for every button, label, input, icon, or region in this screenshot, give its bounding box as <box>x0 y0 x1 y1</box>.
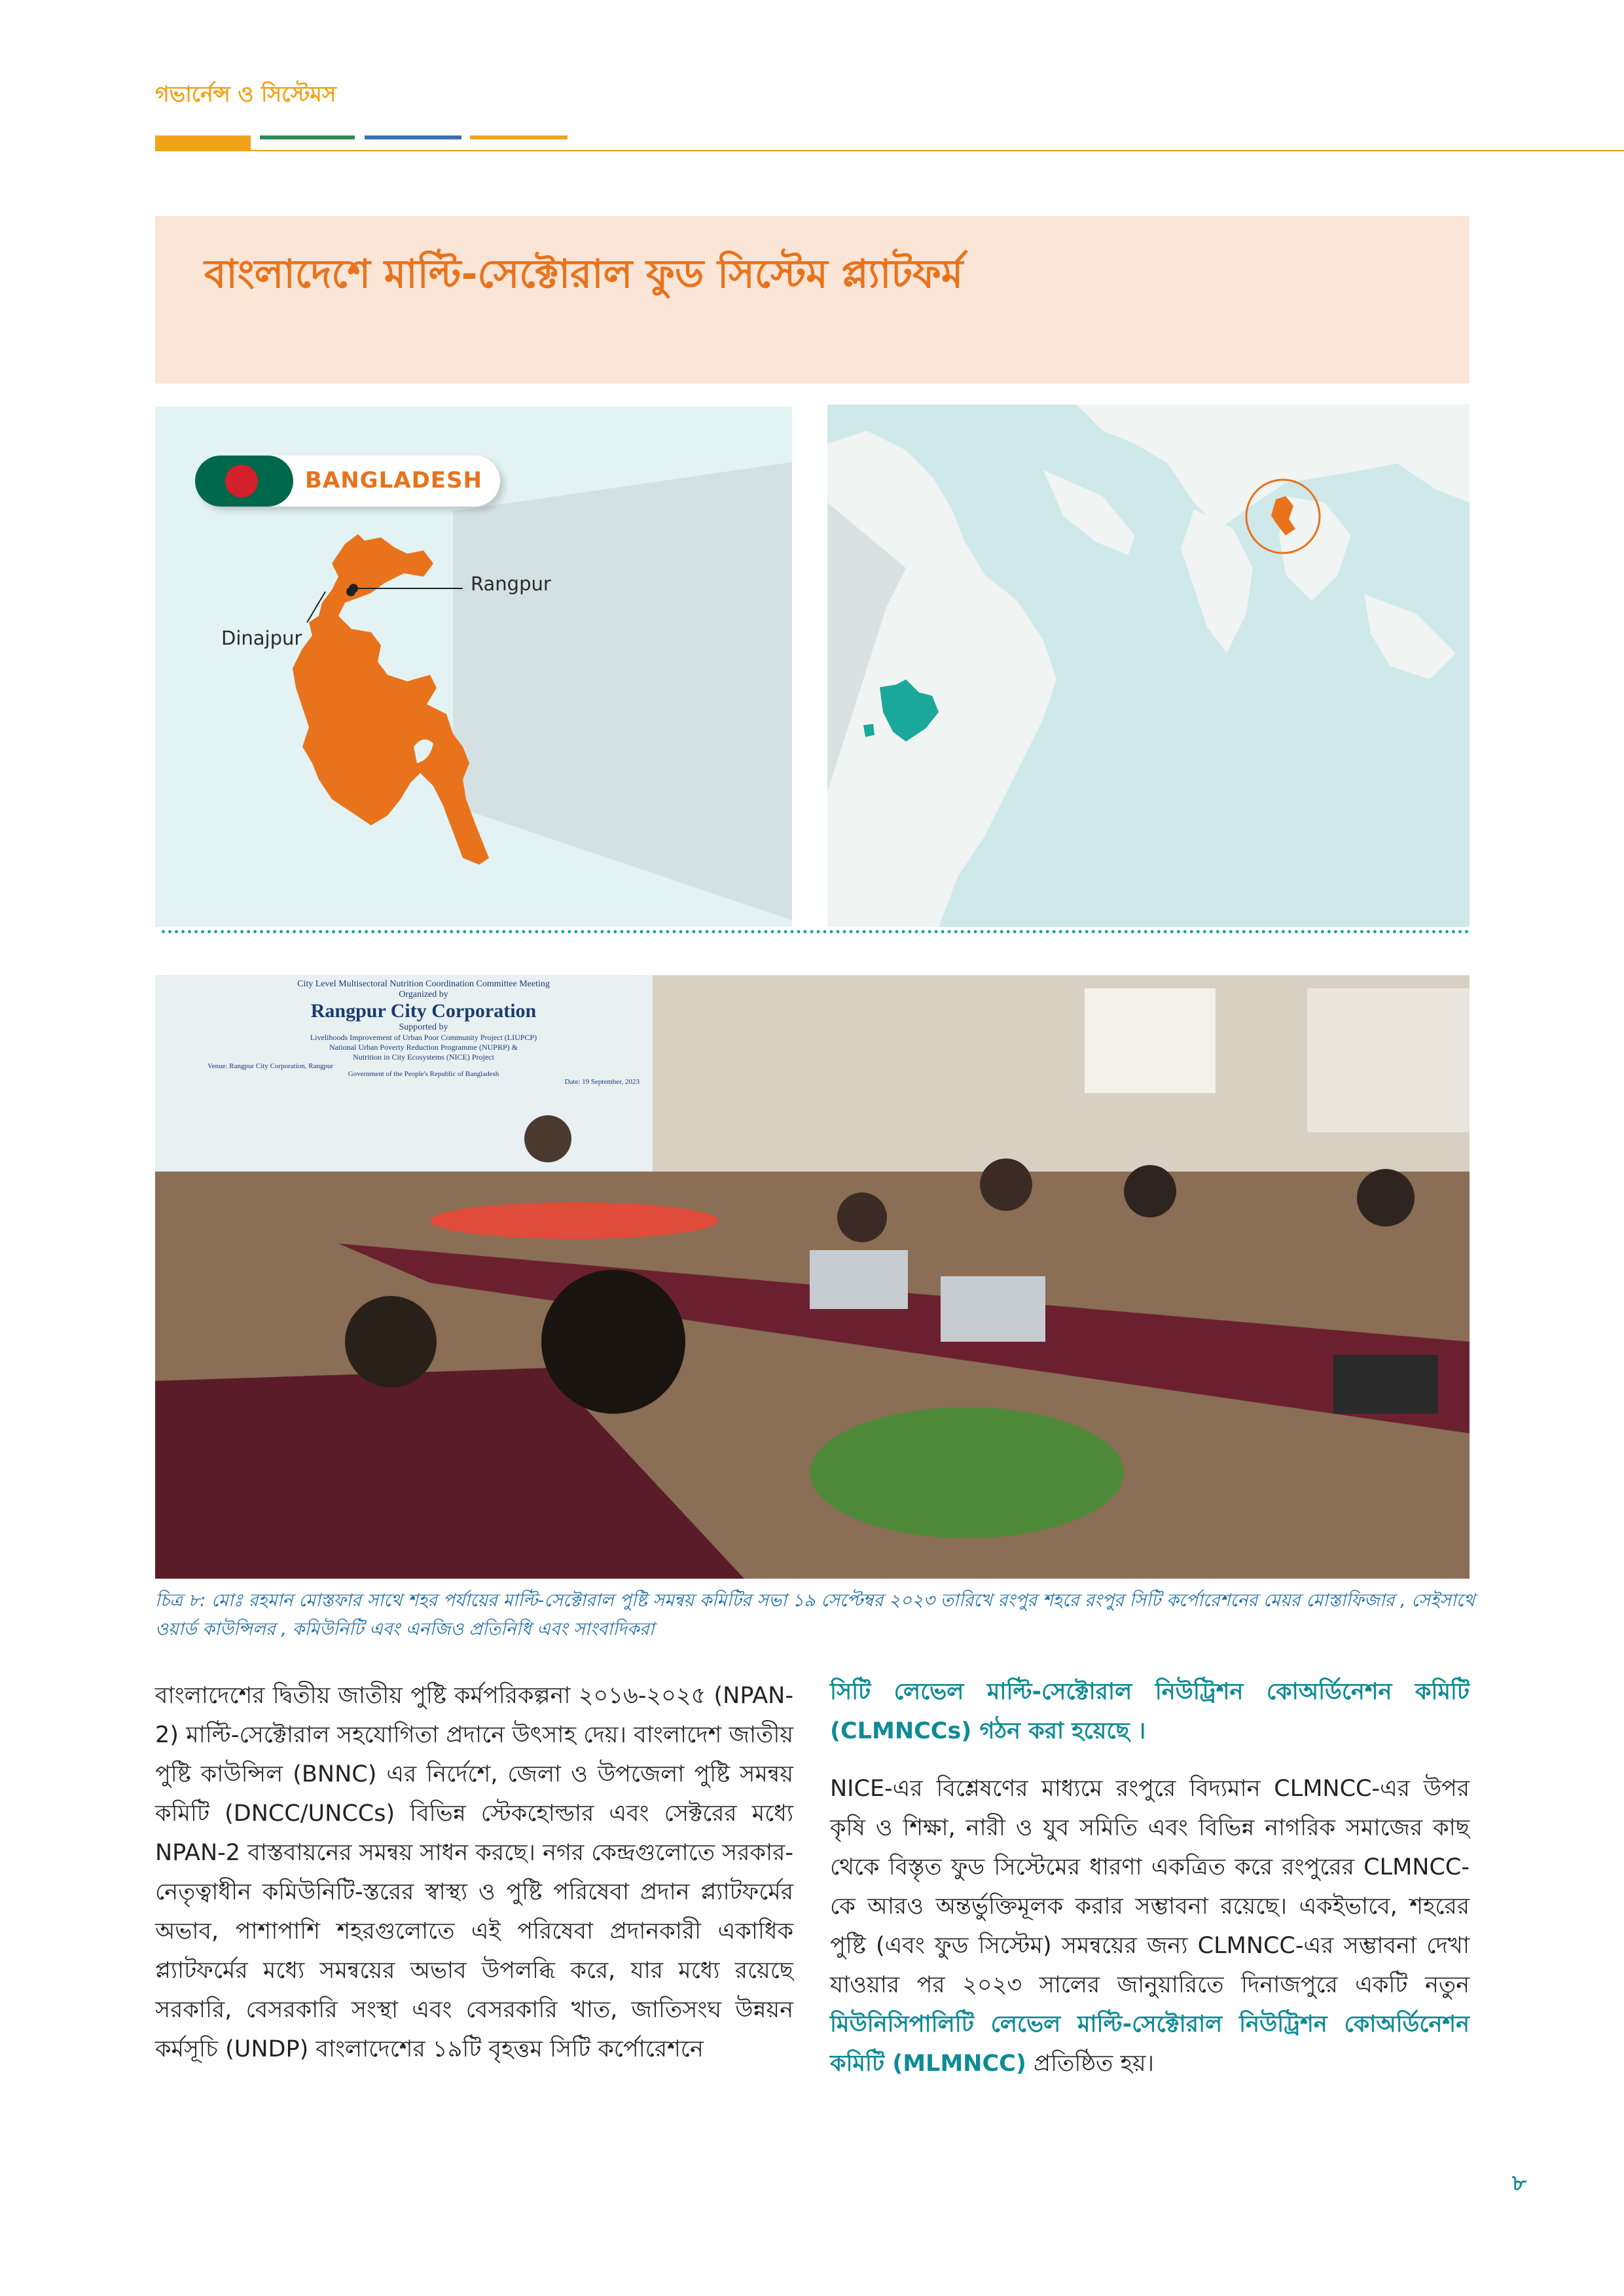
rule-segment-orange <box>155 135 251 150</box>
section-label: গভার্নেন্স ও সিস্টেমস <box>155 81 336 107</box>
rwanda-shape <box>863 724 875 737</box>
country-name: BANGLADESH <box>305 467 482 493</box>
body-paragraph: বাংলাদেশের দ্বিতীয় জাতীয় পুষ্টি কর্মপরিকল্পনা ২০১৬-২০২৫ (NPAN-2) মাল্টি-সেক্টোরাল সহযোগিতা প্রদানে উৎসাহ দেয়। বাংলাদেশ জাতীয় পুষ্টি কাউন্সিল (BNNC) এর নির্দেশে, জেলা ও উপজেলা পুষ্টি সমন্বয় কমিটি (DNCC/UNCCs) বিভিন্ন স্টেকহোল্ডার এবং সেক্টরের মধ্যে NPAN-2 বাস্তবায়নের সমন্বয় সাধন করছে। নগর কেন্দ্রগুলোতে সরকার-নেতৃত্বাধীন কমিউনিটি-স্তরের স্বাস্থ্য ও পুষ্টি পরিষেবা প্রদান প্ল্যাটফর্মের অভাব, পাশাপাশি শহরগুলোতে এই পরিষেবা প্রদানকারী একাধিক প্ল্যাটফর্মের মধ্যে সমন্বয়ের অভাব উপলব্ধি করে, যার মধ্যে রয়েছে সরকারি, বেসরকারি সংস্থা এবং বেসরকারি খাত, জাতিসংঘ উন্নয়ন কর্মসূচি (UNDP) বাংলাদেশের ১৯টি বৃহত্তম সিটি কর্পোরেশনে <box>155 1683 793 2062</box>
page-title: বাংলাদেশে মাল্টি-সেক্টোরাল ফুড সিস্টেম প্ল্যাটফর্ম <box>204 251 964 297</box>
participant-head <box>541 1270 685 1414</box>
participant-head <box>980 1158 1032 1211</box>
world-map <box>827 404 1470 927</box>
flower-arrangement <box>810 1407 1124 1538</box>
country-badge <box>195 456 500 507</box>
map-divider <box>162 930 1470 933</box>
laptop <box>941 1276 1045 1342</box>
banner-line: Date: 19 September, 2023 <box>564 1078 640 1086</box>
banner-text <box>208 979 640 1086</box>
arabia-landmass <box>1043 470 1135 555</box>
laptop <box>1333 1355 1438 1414</box>
highlight-paragraph: সিটি লেভেল মাল্টি-সেক্টোরাল নিউট্রিশন কোঅর্ডিনেশন কমিটি (CLMNCCs) গঠন করা হয়েছে । <box>830 1679 1470 1744</box>
highlight-text: মিউনিসিপালিটি লেভেল মাল্টি-সেক্টোরাল নিউট্রিশন কোঅর্ডিনেশন কমিটি (MLMNCC) <box>830 2011 1470 2077</box>
rule-segment-blue <box>365 135 461 139</box>
banner-line: Livelihoods Improvement of Urban Poor Community Project (LIUPCP) <box>310 1033 537 1042</box>
laptop <box>810 1250 908 1309</box>
banner-line: National Urban Poverty Reduction Programme (NUPRP) & <box>329 1043 518 1052</box>
meeting-photo <box>155 975 1470 1579</box>
body-column-left <box>155 1676 793 2087</box>
rule-segment-yellow <box>470 135 568 139</box>
rule-line <box>155 150 1624 151</box>
islands-landmass <box>1364 594 1456 679</box>
participant-head <box>524 1115 571 1162</box>
city-label-dinajpur: Dinajpur <box>221 627 302 649</box>
banner-line: Supported by <box>399 1022 448 1032</box>
figure-caption: চিত্র ৮: মোঃ রহমান মোস্তফার সাথে শহর পর্যায়ের মাল্টি-সেক্টোরাল পুষ্টি সমন্বয় কমিটির সভা ১৯ সেপ্টেম্বর ২০২৩ তারিখে রংপুর শহরে রংপুর সিটি কর্পোরেশনের মেয়র মোস্তাফিজার , সেইসাথে ওয়ার্ড কাউন্সিলর , কমিউনিটি এবং এনজিও প্রতিনিধি এবং সাংবাদিকরা <box>155 1590 1475 1640</box>
bangladesh-flag-icon <box>195 456 293 507</box>
flower-row <box>430 1202 718 1239</box>
body-paragraph <box>830 1769 1470 2083</box>
participant-head <box>837 1193 887 1242</box>
zoom-cone-left <box>453 462 792 920</box>
banner-line: Rangpur City Corporation <box>310 1000 537 1022</box>
banner-line: Government of the People's Republic of Bangladesh <box>348 1070 499 1078</box>
participant-head <box>1357 1169 1415 1227</box>
banner-line: Nutrition in City Ecosystems (NICE) Project <box>353 1052 494 1062</box>
body-text: NICE-এর বিশ্লেষণের মাধ্যমে রংপুরে বিদ্যমান CLMNCC-এর উপর কৃষি ও শিক্ষা, নারী ও যুব সমিতি এবং বিভিন্ন নাগরিক সমাজের কাছ থেকে বিস্তৃত ফুড সিস্টেমের ধারণা একত্রিত করে রংপুরের CLMNCC-কে আরও অন্তর্ভুক্তিমূলক করার সম্ভাবনা রয়েছে। একইভাবে, শহরের পুষ্টি (এবং ফুড সিস্টেম) সমন্বয়ের জন্য CLMNCC-এর সম্ভাবনা দেখা যাওয়ার পর ২০২৩ সালের জানুয়ারিতে দিনাজপুরে একটি নতুন <box>830 1776 1470 1998</box>
rule-segment-green <box>260 135 355 139</box>
participant-head <box>1124 1165 1176 1217</box>
body-column-right <box>830 1672 1470 2102</box>
banner-line: City Level Multisectoral Nutrition Coordination Committee Meeting <box>297 979 550 989</box>
title-box <box>155 216 1470 384</box>
participant-head <box>345 1296 437 1388</box>
sdg-poster <box>1085 988 1216 1093</box>
body-text-tail: প্রতিষ্ঠিত হয়। <box>1026 2051 1155 2077</box>
header-rule <box>155 135 1624 151</box>
wall-poster <box>1307 988 1470 1132</box>
banner-line: Organized by <box>399 990 448 999</box>
page-number: ৮ <box>1512 2170 1527 2197</box>
banner-line: Venue: Rangpur City Corporation, Rangpur <box>208 1062 334 1070</box>
world-map-panel <box>827 404 1470 927</box>
india-landmass <box>1181 509 1253 653</box>
city-label-rangpur: Rangpur <box>471 573 551 595</box>
dinajpur-dot <box>346 587 355 596</box>
